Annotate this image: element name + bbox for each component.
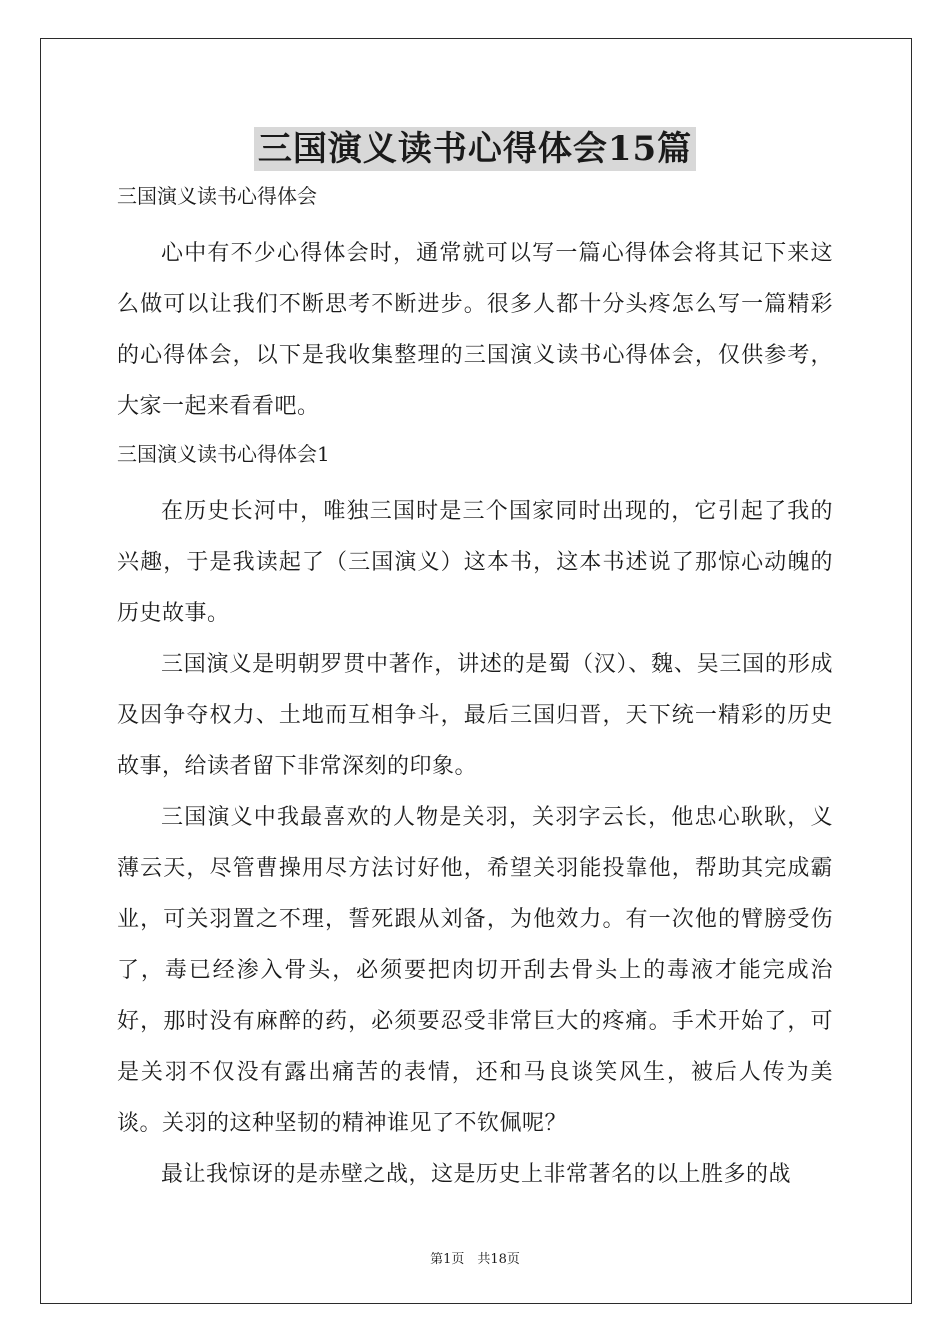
- document-title: 三国演义读书心得体会15篇: [254, 127, 696, 171]
- body-paragraph-4: 最让我惊讶的是赤壁之战，这是历史上非常著名的以上胜多的战: [161, 1162, 792, 1187]
- page-footer: 第1页 共18页: [430, 1252, 520, 1267]
- intro-heading: 三国演义读书心得体会: [117, 184, 317, 208]
- title-container: [0, 127, 950, 171]
- body-paragraph-2: 三国演义是明朝罗贯中著作，讲述的是蜀（汉）、魏、吴三国的形成及因争夺权力、土地而互相争斗，最后三国归晋，天下统一精彩的历史故事，给读者留下非常深刻的印象。: [117, 652, 833, 779]
- intro-paragraph: 心中有不少心得体会时，通常就可以写一篇心得体会将其记下来这么做可以让我们不断思考不断进步。很多人都十分头疼怎么写一篇精彩的心得体会，以下是我收集整理的三国演义读书心得体会，仅供参考，大家一起来看看吧。: [117, 241, 833, 419]
- document-body: [117, 178, 833, 1200]
- section-heading: 三国演义读书心得体会1: [117, 442, 330, 466]
- body-paragraph-3: 三国演义中我最喜欢的人物是关羽，关羽字云长，他忠心耿耿，义薄云天，尽管曹操用尽方法讨好他，希望关羽能投靠他，帮助其完成霸业，可关羽置之不理，誓死跟从刘备，为他效力。有一次他的臂膀受伤了，毒已经渗入骨头，必须要把肉切开刮去骨头上的毒液才能完成治好，那时没有麻醉的药，必须要忍受非常巨大的疼痛。手术开始了，可是关羽不仅没有露出痛苦的表情，还和马良谈笑风生，被后人传为美谈。关羽的这种坚韧的精神谁见了不钦佩呢？: [117, 805, 833, 1136]
- body-paragraph-1: 在历史长河中，唯独三国时是三个国家同时出现的，它引起了我的兴趣，于是我读起了（三国演义）这本书，这本书述说了那惊心动魄的历史故事。: [117, 499, 833, 626]
